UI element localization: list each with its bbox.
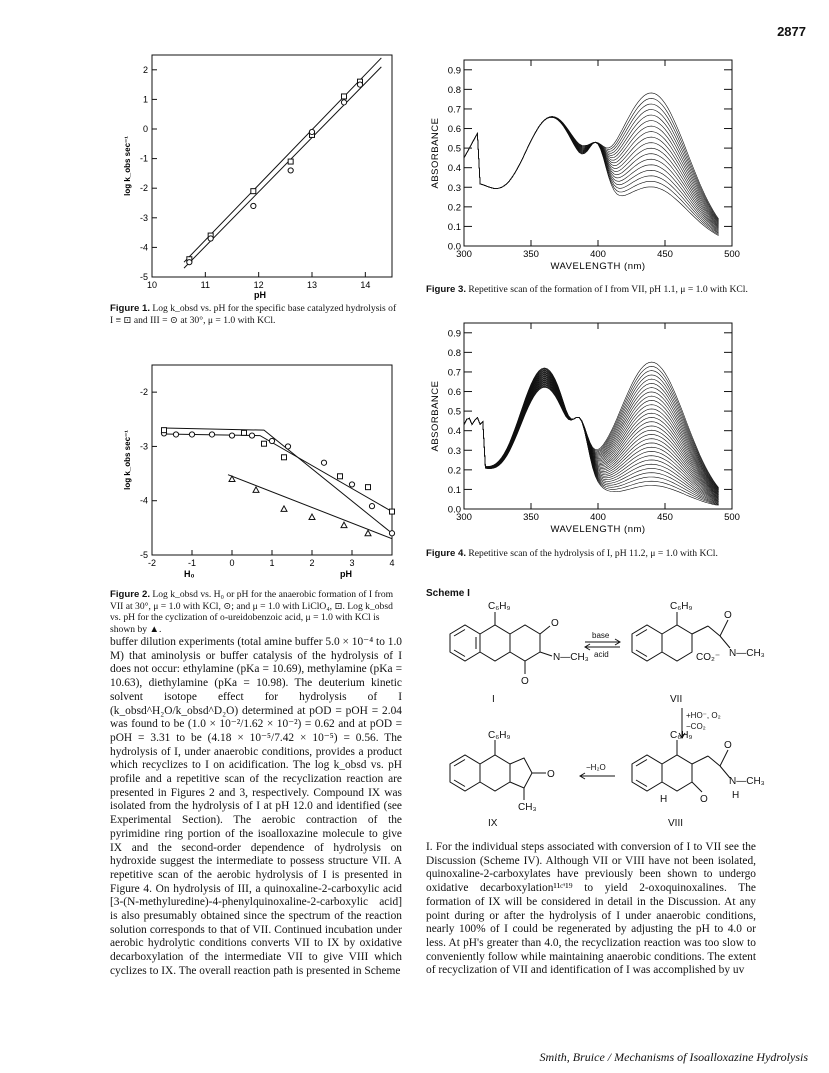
spectrum-scan [464,117,719,228]
data-point-circle [309,129,314,134]
y-tick-label: -3 [139,441,148,452]
compound-VIII-hydrogen-2: H [732,790,740,801]
y-tick-label: 0.5 [447,406,461,418]
x-tick-label: 14 [360,280,371,290]
compound-I-structure [450,612,552,674]
figure-4-plot [420,315,745,543]
y-tick-label: -1 [139,153,148,164]
spectrum-scan [464,370,719,504]
compound-VIII-label: VIII [668,818,684,829]
figure-1-caption-text: Log k_obsd vs. pH for the specific base catalyzed hydrolysis of I ≡ ⊡ and III = ⊙ at 30°, μ = 1.0 with KCl. [110,303,397,326]
spectrum-scan [464,117,719,229]
data-point-triangle [365,530,371,536]
figure-2-caption-label: Figure 2. [110,589,150,600]
data-point-triangle [253,487,259,493]
spectrum-scan [464,117,719,227]
compound-I-oxygen-2: O [521,676,529,687]
data-point-square [282,455,287,460]
x-tick-label: 400 [590,512,606,523]
x-tick-label: 0 [229,558,235,568]
y-tick-label: -3 [139,212,148,223]
plot-frame [152,365,392,555]
spectrum-scan [464,93,719,219]
spectrum-scan [464,374,719,500]
y-tick-label: 0.9 [447,65,461,77]
x-tick-label: 400 [590,249,606,260]
y-axis-label: ABSORBANCE [430,117,441,189]
figure-2 [110,335,400,585]
compound-VII-r-group: C₆H₉ [670,601,693,612]
y-tick-label: 0.4 [447,163,461,175]
compound-I-label: I [492,694,495,705]
compound-VIII-structure [632,740,730,792]
compound-IX-oxygen: O [547,769,555,780]
compound-VII-methyl: N—CH₃ [729,648,765,659]
y-tick-label: 0.8 [447,347,461,359]
compound-IX-structure [450,740,546,800]
y-tick-label: 0.3 [447,182,461,194]
scheme-1 [420,598,765,829]
fit-line [164,428,392,533]
data-point-circle [349,482,354,487]
page-number: 2877 [777,24,806,39]
data-point-square [342,94,347,99]
data-point-circle [209,432,214,437]
right-column-text [426,841,756,978]
compound-IX-methyl: CH₃ [518,802,537,813]
figure-3 [420,52,745,278]
spectrum-scan [464,117,719,231]
compound-VIII-hydrogen: H [660,794,668,805]
spectrum-scan [464,117,719,232]
compound-I-r-group: C₆H₉ [488,601,511,612]
spectrum-scan [464,373,719,502]
figure-4 [420,315,745,543]
x-tick-label: 500 [724,249,740,260]
data-point-circle [285,444,290,449]
x-tick-label: 12 [253,280,264,290]
y-axis-label: log k_obs sec⁻¹ [123,136,132,196]
data-point-circle [369,504,374,509]
y-tick-label: 0.0 [447,241,461,253]
y-tick-label: -2 [139,183,148,194]
x-axis-label: pH [254,290,266,300]
y-tick-label: 0.6 [447,124,461,136]
data-point-circle [229,433,234,438]
x-tick-label: 3 [349,558,355,568]
x-tick-label: -2 [147,558,157,568]
data-point-triangle [341,522,347,528]
x-tick-label: 4 [389,558,395,568]
spectrum-scan [464,377,719,498]
compound-VII-label: VII [670,694,683,705]
figure-2-caption-text: Log k_obsd vs. H₀ or pH for the anaerobic formation of I from VII at 30°, μ = 1.0 with KCl, ⊙; and μ = 1.0 with LiClO₄, ⊡. Log k_obsd vs. pH for the cyclization of o-ureidobenzoic acid, μ = 1.0 with KCl is shown by ▲. [110,589,394,635]
x-tick-label: 300 [456,512,472,523]
spectrum-scan [464,379,719,490]
y-tick-label: -2 [139,387,148,398]
y-tick-label: 0.3 [447,445,461,457]
figure-3-caption [426,284,756,296]
reagent-base: base [592,631,610,640]
y-tick-label: 0.8 [447,84,461,96]
compound-VIII-oxygen: O [724,740,732,751]
y-tick-label: -5 [139,550,148,560]
figure-3-caption-label: Figure 3. [426,284,466,295]
data-point-square [251,189,256,194]
plot-frame [152,55,392,277]
y-tick-label: -4 [139,242,148,253]
compound-IX-label: IX [488,818,498,829]
data-point-circle [341,100,346,105]
spectrum-scan [464,382,719,493]
spectrum-scan [464,372,719,502]
y-tick-label: 0.0 [447,504,461,516]
reagent-decarboxylation: −CO₂ [686,722,706,731]
fit-line [184,58,381,262]
x-tick-label: 2 [309,558,315,568]
spectrum-scan [464,383,719,492]
y-axis-label: log k_obs sec⁻¹ [123,430,132,490]
y-tick-label: 0.7 [447,367,461,379]
x-tick-label: 10 [146,280,158,290]
compound-VIII-r-group: C₆H₉ [670,730,693,741]
data-point-circle [389,531,394,536]
y-tick-label: 0.5 [447,143,461,155]
figure-1-plot [110,45,400,300]
compound-VII-carboxylate: CO₂⁻ [696,652,721,663]
y-tick-label: 0.6 [447,387,461,399]
y-tick-label: 2 [142,64,148,75]
data-point-triangle [309,514,315,520]
spectrum-scan [464,379,719,496]
figure-1-caption-label: Figure 1. [110,303,150,314]
compound-I-oxygen: O [551,618,559,629]
compound-VIII-oxygen-2: O [700,794,708,805]
x-axis-label: WAVELENGTH (nm) [550,524,646,535]
data-point-square [390,509,395,514]
data-point-circle [251,203,256,208]
spectrum-scan [464,381,719,493]
data-point-circle [249,433,254,438]
y-tick-label: 0.2 [447,202,461,214]
figure-4-caption-text: Repetitive scan of the hydrolysis of I, pH 11.2, μ = 1.0 with KCl. [465,548,718,559]
figure-4-caption-label: Figure 4. [426,548,466,559]
x-tick-label: 11 [200,280,211,290]
compound-IX-r-group: C₆H₉ [488,730,511,741]
spectrum-scan [464,378,719,496]
data-point-square [288,159,293,164]
data-point-square [162,428,167,433]
fit-line [164,434,392,512]
y-tick-label: 0.1 [447,221,461,233]
data-point-circle [173,432,178,437]
data-point-circle [208,236,213,241]
right-column-paragraph: I. For the individual steps associated with conversion of I to VII see the Discussion (Scheme IV). Although VII or VIII have not been isolated, quinoxaline-2-carboxylates have previously been shown to undergo oxidative decarboxylation¹¹ᶜ'¹⁹ to yield 2-oxoquinoxalines. The formation of IX will be considered in detail in the Discussion. At any point during or after the hydrolysis of I under anaerobic conditions, nearly 100% of I could be regenerated by adjusting the pH to 4.0 or less. At pH's greater than 4.0, the recyclization reaction was too slow to conveniently follow while maintaining anaerobic conditions. The extent of recyclization of VII and identification of I was accomplished by uv [426,841,756,977]
data-point-circle [357,82,362,87]
figure-4-caption [426,548,756,560]
spectrum-scan [464,376,719,498]
x-tick-label: 500 [724,512,740,523]
data-point-circle [321,460,326,465]
figure-3-plot [420,52,745,278]
y-tick-label: 0.9 [447,328,461,340]
x-tick-label: 450 [657,249,673,260]
y-axis-label: ABSORBANCE [430,380,441,452]
compound-I-methyl: N—CH₃ [553,652,589,663]
x-tick-label: 13 [306,280,318,290]
x-tick-label: 350 [523,249,539,260]
x-tick-label: 300 [456,249,472,260]
spectrum-scan [464,371,719,504]
data-point-square [242,430,247,435]
x-tick-label: 1 [269,558,275,568]
running-footer: Smith, Bruice / Mechanisms of Isoalloxazine Hydrolysis [539,1050,808,1064]
y-tick-label: 0.2 [447,465,461,477]
reagent-dehydration: −H₂O [586,763,606,772]
compound-VIII-methyl: N—CH₃ [729,776,765,787]
figure-1 [110,45,400,300]
spectrum-scan [464,383,719,491]
spectrum-scan [464,381,719,494]
spectrum-scan [464,117,719,230]
spectrum-scan [464,115,719,223]
y-tick-label: -4 [139,495,148,506]
data-point-circle [187,260,192,265]
y-tick-label: 0.1 [447,484,461,496]
x-axis-label: WAVELENGTH (nm) [550,261,646,272]
spectrum-scan [464,373,719,500]
figure-1-caption [110,303,400,326]
y-tick-label: 1 [142,94,148,105]
scheme-label: Scheme I [426,588,470,599]
plot-frame [464,60,732,246]
spectrum-scan [464,369,719,505]
figure-2-caption [110,589,400,635]
compound-VII-oxygen: O [724,610,732,621]
data-point-circle [288,168,293,173]
scheme-1-drawing [420,598,765,829]
data-point-circle [189,432,194,437]
reagent-acid: acid [594,650,609,659]
left-column-text [110,636,402,979]
x-tick-label: 450 [657,512,673,523]
figure-2-plot [110,335,400,585]
spectrum-scan [464,110,719,222]
spectrum-scan [464,369,719,504]
data-point-square [262,441,267,446]
y-tick-label: -5 [139,272,148,282]
reagent-oxidation: +HO⁻, O₂ [686,711,721,720]
x-tick-label: 350 [523,512,539,523]
left-column-paragraph: buffer dilution experiments (total amine buffer 5.0 × 10⁻⁴ to 1.0 M) that aminolysis or buffer catalysis of the hydrolysis of I does not occur: ethylamine (pKa = 10.69), methylamine (pKa = 10.63), diethylamine (pKa = 10.98). The deuterium kinetic solvent isotope effect for hydrolysis of I (k_obsd^H₂O/k_obsd^D₂O) determined at pOD = pOH = 2.04 was found to be (1.0 × 10⁻²/1.62 × 10⁻²) = 0.62 and at pOD = pOH = 3.31 to be (4.18 × 10⁻⁵/7.42 × 10⁻⁵) = 0.56. The hydrolysis of I, under anaerobic conditions, provides a product which recyclizes to I on acidification. The log k_obsd vs. pH profile and a repetitive scan of the recyclization reaction are presented in Figures 2 and 3, respectively. Compound IX was isolated from the hydrolysis of I at pH 12.0 and identified (see Experimental Section). The aerobic contraction of the pyrimidine ring portion of the isoalloxazine molecule to give IX and the second-order dependence of hydrolysis on hydroxide suggest the intermediate to possess structure VII. A repetitive scan of the aerobic hydrolysis of I is presented in Figure 4. On hydrolysis of III, a quinoxaline-2-carboxylic acid [3-(N-methyluredine)-4-phenylquinoxaline-2-carboxylic acid] is also presumably obtained since the spectrum of the reaction solution corresponds to that of VII. Continued incubation under aerobic hydrolytic conditions converts VII to IX by oxidative decarboxylation of the intermediate VII to give VIII which cyclizes to IX. The overall reaction path is presented in Scheme [110,636,402,977]
spectrum-scan [464,377,719,497]
x-axis-label-ph: pH [340,569,352,579]
x-tick-label: -1 [187,558,197,568]
spectrum-scan [464,117,719,224]
data-point-square [366,485,371,490]
spectrum-scan [464,371,719,502]
spectrum-scan [464,375,719,490]
y-tick-label: 0 [142,124,148,134]
y-tick-label: 0.7 [447,104,461,116]
data-point-circle [269,438,274,443]
data-point-square [338,474,343,479]
x-axis-label-h0: H₀ [184,569,195,579]
figure-3-caption-text: Repetitive scan of the formation of I from VII, pH 1.1, μ = 1.0 with KCl. [465,284,748,295]
data-point-triangle [281,506,287,512]
y-tick-label: 0.4 [447,426,461,438]
